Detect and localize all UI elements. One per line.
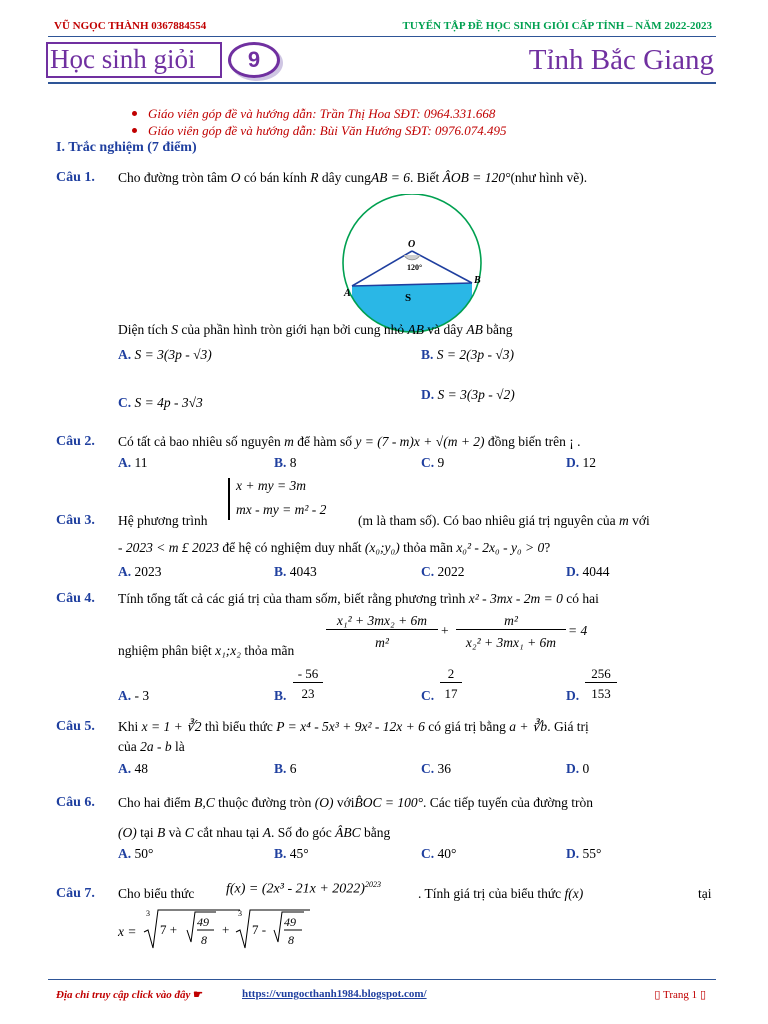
bullet-icon: [132, 111, 137, 116]
page-marker-right-icon: ▯: [699, 989, 706, 1001]
footer-divider: [48, 979, 716, 980]
q1-answer-a[interactable]: A. S = 3(3p - √3): [118, 347, 212, 362]
q4-answer-c[interactable]: C.: [421, 688, 435, 703]
q4-answer-d[interactable]: D.: [566, 688, 580, 703]
question-4-number: Câu 4.: [56, 591, 95, 606]
question-5-text: Khi x = 1 + ∛2 thì biểu thức P = x⁴ - 5x³ + 9x² - 12x + 6 có giá trị bằng a + ∛b. Giá trị: [118, 719, 589, 734]
den-8-b: 8: [288, 933, 294, 947]
q6-answer-a[interactable]: A. 50°: [118, 846, 154, 861]
header-collection: TUYỂN TẬP ĐỀ HỌC SINH GIỎI CẤP TỈNH – NĂM 2022-2023: [402, 20, 712, 32]
q3-answer-d[interactable]: D. 4044: [566, 564, 610, 579]
question-2-text: Có tất cả bao nhiêu số nguyên m để hàm số y = (7 - m)x + √(m + 2) đồng biến trên ¡ .: [118, 434, 581, 449]
q2-answer-c[interactable]: C. 9: [421, 455, 445, 470]
question-5-text-2: của 2a - b là: [118, 739, 185, 754]
question-2-number: Câu 2.: [56, 434, 95, 449]
q5-answer-b[interactable]: B. 6: [274, 761, 297, 776]
equation-rhs: = 4: [568, 623, 588, 638]
system-eq-2: mx - my = m² - 2: [236, 502, 327, 517]
q7-function: $f(x) = (2x^3 - 21x + 2022)^{2023}$: [226, 880, 381, 897]
q5-answer-a[interactable]: A. 48: [118, 761, 148, 776]
question-4-text: Tính tổng tất cả các giá trị của tham sốm, biết rằng phương trình x² - 3mx - 2m = 0 có hai: [118, 591, 599, 606]
q4-d-den: 153: [591, 686, 611, 701]
q6-answer-b[interactable]: B. 45°: [274, 846, 309, 861]
grade-number: 9: [247, 47, 261, 72]
question-6-text-2: (O) tại B và C cắt nhau tại A. Số đo góc ÂBC bằng: [118, 825, 391, 840]
q4-b-den: 23: [301, 686, 315, 701]
section-title: I. Trắc nghiệm (7 điểm): [56, 140, 197, 155]
q3-answer-a[interactable]: A. 2023: [118, 564, 162, 579]
question-4-text-2: nghiệm phân biệt x₁;x₂ thỏa mãn: [118, 643, 295, 658]
num-49-b: 49: [284, 915, 296, 929]
question-6-text: Cho hai điểm B,C thuộc đường tròn (O) vớiB̂OC = 100°. Các tiếp tuyến của đường tròn: [118, 795, 594, 810]
q4-answer-b[interactable]: B.: [274, 688, 287, 703]
plus-sign: +: [441, 623, 449, 638]
footer-access-text: Địa chỉ truy cập click vào đây ☛: [56, 989, 204, 1001]
q7-x-eq: x =: [118, 924, 137, 939]
q5-answer-d[interactable]: D. 0: [566, 761, 590, 776]
cube-index-2: 3: [238, 909, 242, 918]
fraction-2-num: m²: [456, 613, 566, 630]
system-brace: [228, 478, 233, 520]
q5-answer-c[interactable]: C. 36: [421, 761, 451, 776]
q4-d-num: 256: [585, 666, 617, 683]
q2-answer-b[interactable]: B. 8: [274, 455, 297, 470]
footer-blog-link[interactable]: https://vungocthanh1984.blogspot.com/: [242, 988, 427, 1000]
q3-answer-c[interactable]: C. 2022: [421, 564, 465, 579]
q3-answer-b[interactable]: B. 4043: [274, 564, 317, 579]
grade-badge: [228, 42, 280, 78]
angle-arc: [404, 255, 420, 260]
label-A: A: [344, 288, 351, 299]
question-7-text-c: tại: [698, 886, 712, 901]
fraction-1-num: x₁² + 3mx₂ + 6m: [326, 613, 438, 630]
fraction-1-den: m²: [375, 635, 389, 650]
label-O: O: [408, 239, 416, 250]
q1-answer-c[interactable]: C. S = 4p - 3√3: [118, 395, 203, 410]
title-divider: [48, 82, 716, 84]
teacher-line-1: Giáo viên góp đề và hướng dẫn: Trần Thị Hoa SĐT: 0964.331.668: [148, 106, 495, 122]
q4-c-num: 2: [440, 666, 462, 683]
q7-radicals: [140, 904, 320, 954]
question-3-text-b: (m là tham số). Có bao nhiêu giá trị nguyên của m với: [358, 513, 650, 528]
q4-answer-a[interactable]: A. - 3: [118, 688, 150, 703]
footer-page-number: ▯ Trang 1 ▯: [654, 989, 706, 1001]
bullet-icon: [132, 128, 137, 133]
label-angle: 120°: [407, 263, 423, 272]
cube-index-1: 3: [146, 909, 150, 918]
q2-answer-d[interactable]: D. 12: [566, 455, 596, 470]
question-7-text-b: . Tính giá trị của biểu thức f(x): [418, 886, 584, 901]
q4-b-num: - 56: [293, 666, 323, 683]
question-1-text-2: Diện tích S của phần hình tròn giới hạn bởi cung nhỏ AB và dây AB bằng: [118, 322, 513, 337]
radicand-2: 7 -: [252, 922, 267, 937]
q1-answer-b[interactable]: B. S = 2(3p - √3): [421, 347, 515, 362]
q2-answer-a[interactable]: A. 11: [118, 455, 148, 470]
teacher-line-2: Giáo viên góp đề và hướng dẫn: Bùi Văn Hướng SĐT: 0976.074.495: [148, 123, 506, 139]
title-province: Tỉnh Bắc Giang: [528, 44, 714, 76]
hand-icon: ☛: [193, 989, 204, 1001]
fraction-2-den: x₂² + 3mx₁ + 6m: [465, 635, 557, 650]
radicand-1: 7 +: [160, 922, 178, 937]
header-author: VŨ NGỌC THÀNH 0367884554: [54, 20, 207, 32]
q6-answer-c[interactable]: C. 40°: [421, 846, 457, 861]
circle-figure: [340, 194, 500, 334]
title-level: Học sinh giỏi: [50, 44, 196, 74]
cube-root-2: [236, 910, 310, 948]
q1-answer-d[interactable]: D. S = 3(3p - √2): [421, 387, 515, 402]
q6-answer-d[interactable]: D. 55°: [566, 846, 602, 861]
question-1-number: Câu 1.: [56, 170, 95, 185]
label-B: B: [474, 275, 481, 286]
question-7-number: Câu 7.: [56, 886, 95, 901]
header-divider: [48, 36, 716, 37]
radius-OA: [352, 251, 412, 286]
question-3-text: Hệ phương trình: [118, 513, 208, 528]
num-49-a: 49: [197, 915, 209, 929]
q4-c-den: 17: [444, 686, 458, 701]
label-S: S: [405, 292, 412, 304]
system-eq-1: x + my = 3m: [236, 478, 306, 493]
question-6-number: Câu 6.: [56, 795, 95, 810]
question-5-number: Câu 5.: [56, 719, 95, 734]
question-3-text-2: - 2023 < m £ 2023 để hệ có nghiệm duy nhất (x₀;y₀) thỏa mãn x₀² - 2x₀ - y₀ > 0?: [118, 540, 551, 555]
den-8-a: 8: [201, 933, 207, 947]
question-3-number: Câu 3.: [56, 513, 95, 528]
question-7-text: Cho biểu thức: [118, 886, 195, 901]
page-marker-left-icon: ▯: [654, 989, 661, 1001]
question-1-text: Cho đường tròn tâm O có bán kính R dây cungAB = 6. Biết ÂOB = 120°(như hình vẽ).: [118, 170, 588, 185]
plus-between-radicals: +: [222, 922, 230, 937]
